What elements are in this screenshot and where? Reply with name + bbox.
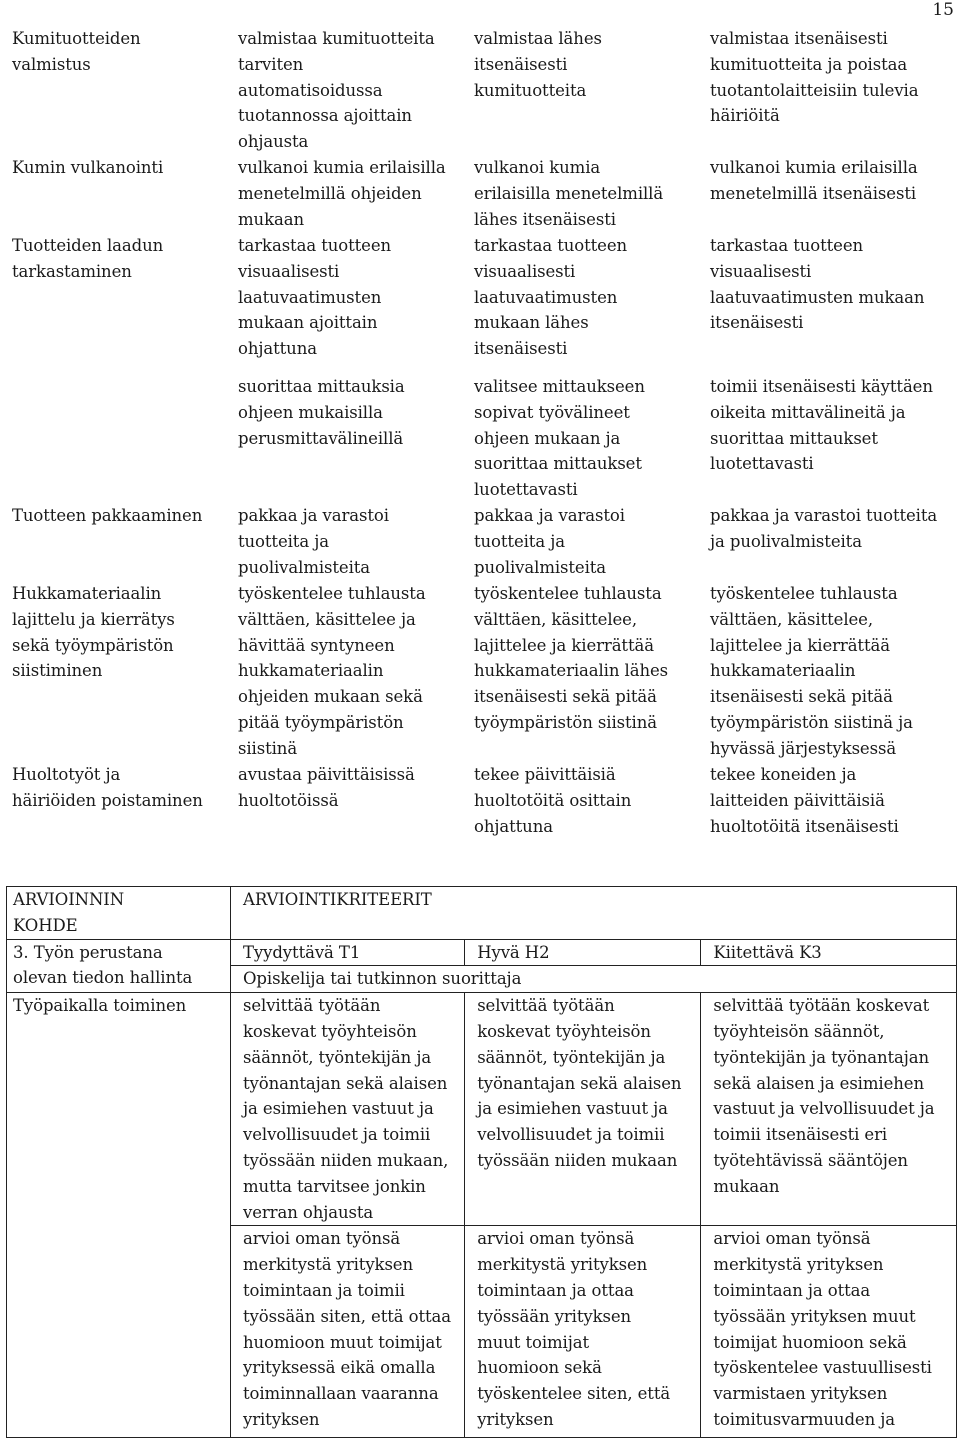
- h2-kumin-vulkanointi: vulkanoi kumia erilaisilla menetelmillä lähes itsenäisesti: [474, 158, 664, 229]
- row1-k3: selvittää työtään koskevat työyhteisön säännöt, työntekijän ja työnantajan sekä alaisen ja esimiehen vastuut ja velvollisuudet ja toimii itsenäisesti eri työtehtävissä sääntöjen mukaan: [701, 993, 957, 1226]
- level-t1: Tyydyttävä T1: [231, 939, 465, 966]
- criteria-table: [6, 886, 957, 1438]
- k3-laadun-tarkastaminen: tarkastaa tuotteen visuaalisesti laatuvaatimusten mukaan itsenäisesti: [710, 236, 925, 333]
- t1-kumin-vulkanointi: vulkanoi kumia erilaisilla menetelmillä ohjeiden mukaan: [238, 158, 446, 229]
- t1-huoltotyot: avustaa päivittäisissä huoltotöissä: [238, 765, 415, 810]
- row2-h2: arvioi oman työnsä merkitystä yrityksen toimintaan ja ottaa työssään yrityksen muut toimijat huomioon sekä työskentelee siten, että yrityksen: [465, 1226, 701, 1438]
- k3-hukkamateriaali: työskentelee tuhlausta välttäen, käsittelee, lajittelee ja kierrättää hukkamateriaalin itsenäisesti sekä pitää työympäristön siistinä ja hyvässä järjestyksessä: [710, 584, 913, 758]
- k3-kumin-vulkanointi: vulkanoi kumia erilaisilla menetelmillä itsenäisesti: [710, 158, 918, 203]
- label-kumituotteiden-valmistus: Kumituotteiden valmistus: [12, 29, 141, 74]
- h2-laadun-tarkastaminen: tarkastaa tuotteen visuaalisesti laatuvaatimusten mukaan lähes itsenäisesti: [474, 236, 628, 359]
- h2-mittaukset: valitsee mittaukseen sopivat työvälineet ohjeen mukaan ja suorittaa mittaukset luotettavasti: [474, 377, 645, 500]
- h2-huoltotyot: tekee päivittäisiä huoltotöitä osittain ohjattuna: [474, 765, 632, 836]
- k3-kumituotteiden-valmistus: valmistaa itsenäisesti kumituotteita ja poistaa tuotantolaitteisiin tulevia häiriöitä: [710, 29, 919, 126]
- t1-pakkaaminen: pakkaa ja varastoi tuotteita ja puolivalmisteita: [238, 506, 389, 577]
- h2-pakkaaminen: pakkaa ja varastoi tuotteita ja puolivalmisteita: [474, 506, 625, 577]
- page-number: 15: [932, 0, 954, 20]
- table-header-row: [7, 887, 957, 940]
- subject-text: Opiskelija tai tutkinnon suorittaja: [231, 966, 957, 993]
- h2-kumituotteiden-valmistus: valmistaa lähes itsenäisesti kumituotteita: [474, 29, 602, 100]
- k3-mittaukset: toimii itsenäisesti käyttäen oikeita mittavälineitä ja suorittaa mittaukset luotettavasti: [710, 377, 933, 474]
- row2-t1: arvioi oman työnsä merkitystä yrityksen toimintaan ja toimii työssään siten, että ottaa huomioon muut toimijat yrityksessä eikä omalla toiminnallaan vaaranna yrityksen: [231, 1226, 465, 1438]
- row1-t1: selvittää työtään koskevat työyhteisön säännöt, työntekijän ja työnantajan sekä alaisen ja esimiehen vastuut ja velvollisuudet ja toimii työssään niiden mukaan, mutta tarvitsee jonkin verran ohjausta: [231, 993, 465, 1226]
- t1-hukkamateriaali: työskentelee tuhlausta välttäen, käsittelee ja hävittää syntyneen hukkamateriaalin ohjeiden mukaan sekä pitää työympäristön siistinä: [238, 584, 426, 758]
- row2-k3: arvioi oman työnsä merkitystä yrityksen toimintaan ja ottaa työssään yrityksen muut toimijat huomioon sekä työskentelee vastuullisesti varmistaen yrityksen toimitusvarmuuden ja: [701, 1226, 957, 1438]
- t1-kumituotteiden-valmistus: valmistaa kumituotteita tarviten automatisoidussa tuotannossa ajoittain ohjausta: [238, 29, 435, 152]
- k3-huoltotyot: tekee koneiden ja laitteiden päivittäisiä huoltotöitä itsenäisesti: [710, 765, 899, 836]
- level-h2: Hyvä H2: [465, 939, 701, 966]
- table-row: [7, 993, 957, 1226]
- label-tuotteiden-laadun-tarkastaminen: Tuotteiden laadun tarkastaminen: [12, 236, 164, 281]
- header-assessment-criteria: ARVIOINTIKRITEERIT: [231, 887, 957, 940]
- t1-laadun-tarkastaminen: tarkastaa tuotteen visuaalisesti laatuvaatimusten mukaan ajoittain ohjattuna: [238, 236, 392, 359]
- label-hukkamateriaalin-lajittelu: Hukkamateriaalin lajittelu ja kierrätys sekä työympäristön siistiminen: [12, 584, 175, 681]
- k3-pakkaaminen: pakkaa ja varastoi tuotteita ja puolivalmisteita: [710, 506, 938, 551]
- label-kumin-vulkanointi: Kumin vulkanointi: [12, 158, 164, 177]
- header-assessment-object: ARVIOINNIN KOHDE: [7, 887, 231, 940]
- level-k3: Kiitettävä K3: [701, 939, 957, 966]
- t1-mittaukset: suorittaa mittauksia ohjeen mukaisilla perusmittavälineillä: [238, 377, 405, 448]
- h2-hukkamateriaali: työskentelee tuhlausta välttäen, käsittelee, lajittelee ja kierrättää hukkamateriaalin lähes itsenäisesti sekä pitää työympäristön siistinä: [474, 584, 669, 732]
- label-huoltotyot: Huoltotyöt ja häiriöiden poistaminen: [12, 765, 203, 810]
- section-title: 3. Työn perustana olevan tiedon hallinta: [7, 939, 231, 993]
- row-label-tyopaikalla-toiminen: Työpaikalla toiminen: [7, 993, 231, 1438]
- label-tuotteen-pakkaaminen: Tuotteen pakkaaminen: [12, 506, 203, 525]
- row1-h2: selvittää työtään koskevat työyhteisön säännöt, työntekijän ja työnantajan sekä alaisen ja esimiehen vastuut ja velvollisuudet ja toimii työssään niiden mukaan: [465, 993, 701, 1226]
- levels-row: [7, 939, 957, 966]
